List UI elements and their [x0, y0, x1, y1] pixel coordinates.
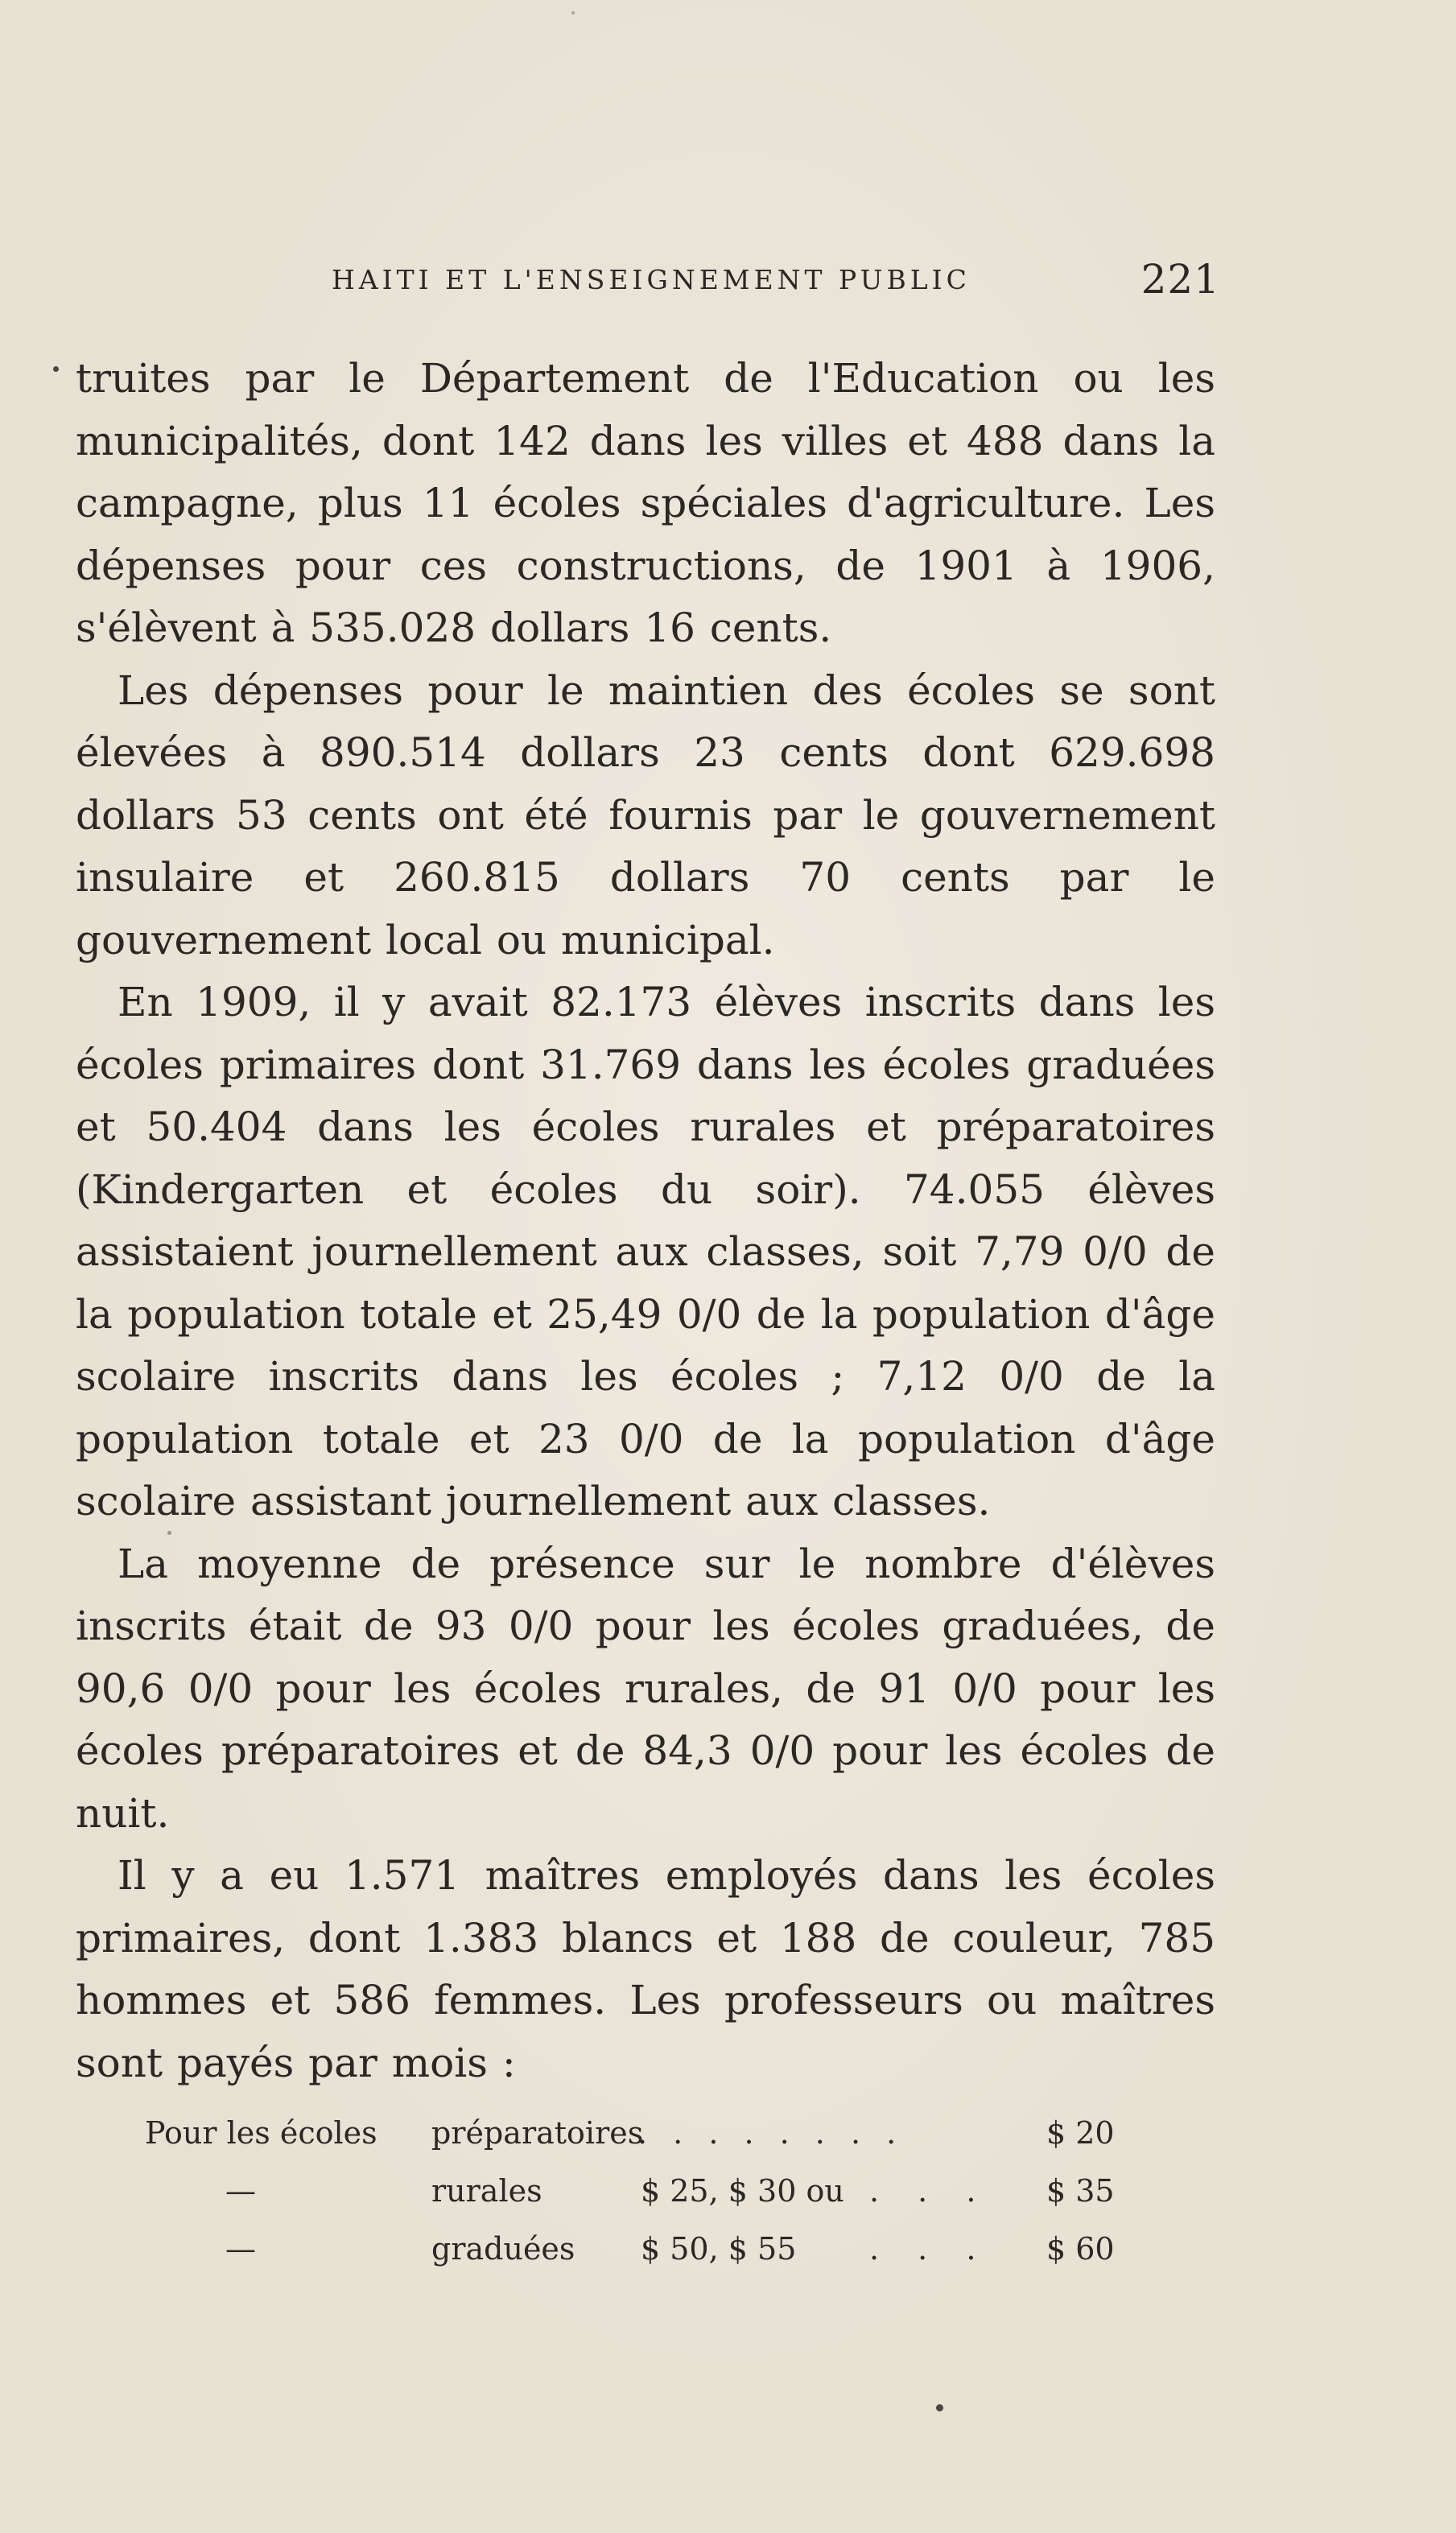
running-title: HAITI ET L'ENSEIGNEMENT PUBLIC [332, 264, 971, 295]
salary-school-type: préparatoires [431, 2115, 644, 2151]
salary-row-label: Pour les écoles [145, 2115, 377, 2151]
paper-speck [53, 366, 59, 372]
salary-amount: $ 60 [1046, 2231, 1115, 2267]
page-header [77, 256, 1220, 304]
salary-range: $ 25, $ 30 ou [641, 2173, 844, 2209]
salary-range: $ 50, $ 55 [641, 2231, 797, 2267]
paper-speck [571, 11, 575, 14]
ditto-dash: — [225, 2231, 256, 2267]
salary-amount: $ 20 [1046, 2115, 1115, 2151]
page-number: 221 [1140, 256, 1220, 303]
dot-leaders: . . . . . . . . [637, 2115, 905, 2151]
paragraph-teachers: Il y a eu 1.571 maîtres employés dans les écoles primaires, dont 1.383 blancs et 188 de couleur, 785 hommes et 586 femmes. Les professeurs ou maîtres sont payés par mois : [76, 1852, 1215, 2086]
paragraph-continued: truites par le Département de l'Education ou les municipalités, dont 142 dans les villes et 488 dans la campagne, plus 11 écoles spéciales d'agriculture. Les dépenses pour ces constructions, de 1901 à 1906, s'élèvent à 535.028 dollars 16 cents. [76, 355, 1215, 651]
paper-speck [936, 2404, 943, 2411]
dot-leaders: . . . [869, 2231, 991, 2267]
salary-row-graduees [145, 2231, 1159, 2289]
salary-table [145, 2115, 1159, 2289]
paragraph-enrollment: En 1909, il y avait 82.173 élèves inscrits dans les écoles primaires dont 31.769 dans les écoles graduées et 50.404 dans les écoles rurales et préparatoires (Kindergarten et écoles du soir). 74.055 élèves assistaient journellement aux classes, soit 7,79 0/0 de la population totale et 25,49 0/0 de la population d'âge scolaire inscrits dans les écoles ; 7,12 0/0 de la population totale et 23 0/0 de la population d'âge scolaire assistant journellement aux classes. [76, 979, 1215, 1524]
paragraph-attendance: La moyenne de présence sur le nombre d'élèves inscrits était de 93 0/0 pour les écoles graduées, de 90,6 0/0 pour les écoles rurales, de 91 0/0 pour les écoles préparatoires et de 84,3 0/0 pour les écoles de nuit. [76, 1540, 1215, 1837]
salary-row-preparatoires [145, 2115, 1159, 2173]
salary-row-rurales [145, 2173, 1159, 2231]
dot-leaders: . . . [869, 2173, 991, 2209]
salary-school-type: graduées [431, 2231, 575, 2267]
ditto-dash: — [225, 2173, 256, 2209]
body-text [76, 348, 1215, 2094]
salary-amount: $ 35 [1046, 2173, 1115, 2209]
salary-school-type: rurales [431, 2173, 542, 2209]
paragraph-expenses: Les dépenses pour le maintien des écoles se sont élevées à 890.514 dollars 23 cents dont 629.698 dollars 53 cents ont été fournis par le gouvernement insulaire et 260.815 dollars 70 cents par le gouvernement local ou municipal. [76, 666, 1215, 963]
paper-speck [167, 1531, 171, 1535]
